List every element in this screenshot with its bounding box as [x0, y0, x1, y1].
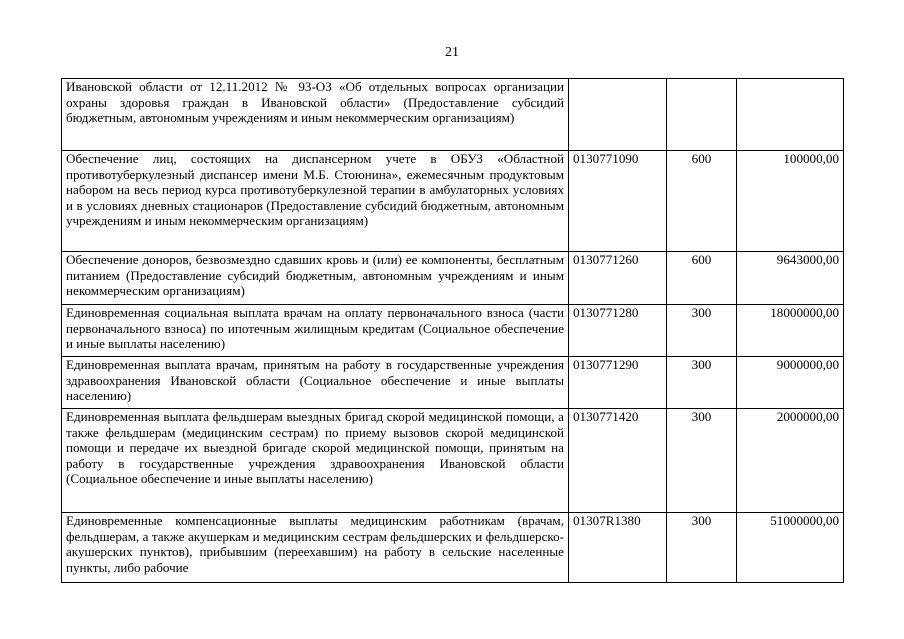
table-row [62, 409, 844, 513]
row-amount: 51000000,00 [737, 513, 844, 583]
row-amount: 9643000,00 [737, 252, 844, 305]
row-code: 0130771420 [569, 409, 667, 513]
budget-table [61, 78, 844, 583]
row-description: Единовременные компенсационные выплаты медицинским работникам (врачам, фельдшерам, а также акушеркам и медицинским сестрам фельдшерских и фельдшерско-акушерских пунктов), прибывшим (переехавшим) на работу в сельские населенные пункты, либо рабочие [62, 513, 569, 583]
row-code: 0130771090 [569, 151, 667, 252]
table-row [62, 305, 844, 357]
row-code: 0130771260 [569, 252, 667, 305]
row-description: Обеспечение лиц, состоящих на диспансерном учете в ОБУЗ «Областной противотуберкулезный диспансер имени М.Б. Стоюнина», ежемесячным продуктовым набором на весь период курса противотуберкулезной терапии в амбулаторных условиях и в условиях дневных стационаров (Предоставление субсидий бюджетным, автономным учреждениям и иным некоммерческим организациям) [62, 151, 569, 252]
row-amount: 100000,00 [737, 151, 844, 252]
row-code: 0130771290 [569, 357, 667, 409]
row-amount: 9000000,00 [737, 357, 844, 409]
row-expense-type: 600 [667, 252, 737, 305]
row-description: Единовременная социальная выплата врачам на оплату первоначального взноса (части первоначального взноса) по ипотечным жилищным кредитам (Социальное обеспечение и иные выплаты населению) [62, 305, 569, 357]
row-code [569, 79, 667, 151]
table-row [62, 252, 844, 305]
row-amount: 18000000,00 [737, 305, 844, 357]
row-expense-type: 300 [667, 305, 737, 357]
table-row [62, 357, 844, 409]
row-expense-type: 600 [667, 151, 737, 252]
row-description: Единовременная выплата врачам, принятым на работу в государственные учреждения здравоохранения Ивановской области (Социальное обеспечение и иные выплаты населению) [62, 357, 569, 409]
row-amount: 2000000,00 [737, 409, 844, 513]
row-expense-type: 300 [667, 409, 737, 513]
row-expense-type: 300 [667, 513, 737, 583]
row-description: Ивановской области от 12.11.2012 № 93-ОЗ «Об отдельных вопросах организации охраны здоровья граждан в Ивановской области» (Предоставление субсидий бюджетным, автономным учреждениям и иным некоммерческим организациям) [62, 79, 569, 151]
row-description: Обеспечение доноров, безвозмездно сдавших кровь и (или) ее компоненты, бесплатным питанием (Предоставление субсидий бюджетным, автономным учреждениям и иным некоммерческим организациям) [62, 252, 569, 305]
row-code: 0130771280 [569, 305, 667, 357]
row-code: 01307R1380 [569, 513, 667, 583]
table-row [62, 513, 844, 583]
page-number: 21 [445, 45, 459, 60]
row-expense-type [667, 79, 737, 151]
table-row [62, 151, 844, 252]
row-amount [737, 79, 844, 151]
row-description: Единовременная выплата фельдшерам выездных бригад скорой медицинской помощи, а также фельдшерам (медицинским сестрам) по приему вызовов скорой медицинской помощи и передаче их выездной бригаде скорой медицинской помощи, принятым на работу в государственные учреждения здравоохранения Ивановской области (Социальное обеспечение и иные выплаты населению) [62, 409, 569, 513]
table-row [62, 79, 844, 151]
row-expense-type: 300 [667, 357, 737, 409]
